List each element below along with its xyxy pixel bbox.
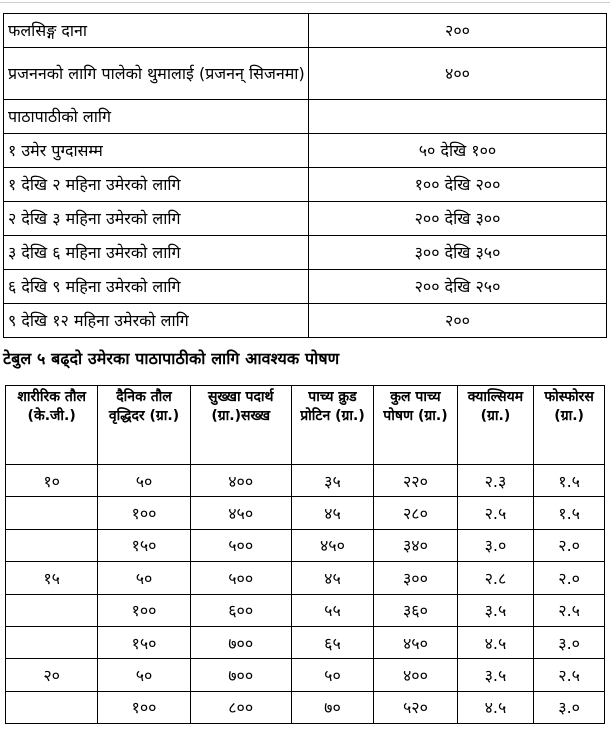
table-cell: ४५० [374, 626, 457, 658]
table-cell: ३.५ [457, 594, 534, 626]
row-label: ९ देखि १२ महिना उमेरको लागि [4, 304, 309, 338]
row-value: ४०० [309, 48, 607, 100]
column-header: क्याल्सियम (ग्रा.) [457, 386, 534, 465]
table-cell: ४०० [190, 465, 291, 497]
table-cell: ५०० [190, 562, 291, 594]
table-cell: २.५ [457, 497, 534, 529]
row-label: फलसिङ्ग दाना [4, 14, 309, 48]
table-cell: ६५ [291, 626, 374, 658]
table-row [6, 562, 605, 594]
table-cell: ४.५ [457, 691, 534, 723]
table-cell [6, 594, 98, 626]
table-row [6, 497, 605, 529]
table-cell: २.५ [534, 659, 605, 691]
row-label: ६ देखि ९ महिना उमेरको लागि [4, 270, 309, 304]
table-cell [6, 691, 98, 723]
row-label: पाठापाठीको लागि [4, 100, 309, 134]
column-header: पाच्य क्रुड प्रोटिन (ग्रा.) [291, 386, 374, 465]
table-cell: ४०० [374, 659, 457, 691]
table-cell: ७०० [190, 659, 291, 691]
table-row [4, 270, 607, 304]
table-row [6, 529, 605, 561]
row-value: १०० देखि २०० [309, 168, 607, 202]
table-cell: ५०० [190, 529, 291, 561]
table-cell: १०० [98, 497, 190, 529]
table-row [6, 691, 605, 723]
table-cell: ४५० [291, 529, 374, 561]
table-row [6, 626, 605, 658]
table-row [4, 14, 607, 48]
column-header: फोस्फोरस (ग्रा.) [534, 386, 605, 465]
table-cell: १.५ [534, 497, 605, 529]
row-value: २०० [309, 304, 607, 338]
table-row [4, 168, 607, 202]
column-header: दैनिक तौल वृद्धिदर (ग्रा.) [98, 386, 190, 465]
table-cell: ७० [291, 691, 374, 723]
row-label: प्रजननको लागि पालेको थुमालाई (प्रजनन् सिजनमा) [4, 48, 309, 100]
table-cell: १० [6, 465, 98, 497]
row-label: ३ देखि ६ महिना उमेरको लागि [4, 236, 309, 270]
table-cell [6, 529, 98, 561]
table-cell: १.५ [534, 465, 605, 497]
table-cell: २.५ [534, 594, 605, 626]
table-cell: २.८ [457, 562, 534, 594]
table-cell: ३५ [291, 465, 374, 497]
nutrition-header-row [6, 386, 605, 465]
row-label: २ देखि ३ महिना उमेरको लागि [4, 202, 309, 236]
table-cell: ५० [98, 465, 190, 497]
table-row [6, 594, 605, 626]
table-cell: १०० [98, 691, 190, 723]
table-cell: ५० [291, 659, 374, 691]
table-caption: टेबुल ५ बढ्दो उमेरका पाठापाठीको लागि आवश्यक पोषण [3, 349, 340, 368]
table-row [4, 304, 607, 338]
row-value: ३०० देखि ३५० [309, 236, 607, 270]
table-cell: २० [6, 659, 98, 691]
feed-requirement-table [3, 13, 607, 338]
column-header: सुख्खा पदार्थ (ग्रा.)सख्ख [190, 386, 291, 465]
table-cell: ५० [98, 659, 190, 691]
row-label: १ उमेर पुग्दासम्म [4, 134, 309, 168]
table-cell: ६०० [190, 594, 291, 626]
table-row [4, 236, 607, 270]
table-cell: ५० [98, 562, 190, 594]
table-cell: ३.५ [457, 659, 534, 691]
table-cell: १५० [98, 529, 190, 561]
table-cell: ३.० [457, 529, 534, 561]
table-cell: २८० [374, 497, 457, 529]
column-header: कुल पाच्य पोषण (ग्रा.) [374, 386, 457, 465]
table-row [6, 465, 605, 497]
table-cell: ४५ [291, 497, 374, 529]
row-label: १ देखि २ महिना उमेरको लागि [4, 168, 309, 202]
table-cell: ४५ [291, 562, 374, 594]
table-cell [6, 626, 98, 658]
table-cell: २.० [534, 529, 605, 561]
table-cell [6, 497, 98, 529]
table-row [4, 202, 607, 236]
table-cell: ३०० [374, 562, 457, 594]
table-cell: ५५ [291, 594, 374, 626]
row-value: २०० देखि २५० [309, 270, 607, 304]
row-value: २०० [309, 14, 607, 48]
table-cell: १५ [6, 562, 98, 594]
table-cell: ३६० [374, 594, 457, 626]
table-row [4, 100, 607, 134]
nutrition-table [5, 385, 605, 724]
table-cell: ३.० [534, 691, 605, 723]
row-value [309, 100, 607, 134]
table-cell: ३४० [374, 529, 457, 561]
row-value: ५० देखि १०० [309, 134, 607, 168]
table-cell: ७०० [190, 626, 291, 658]
table-cell: २.३ [457, 465, 534, 497]
table-cell: ४५० [190, 497, 291, 529]
table-row [6, 659, 605, 691]
table-cell: २२० [374, 465, 457, 497]
table-cell: ३.० [534, 626, 605, 658]
table-cell: ८०० [190, 691, 291, 723]
table-cell: २.० [534, 562, 605, 594]
table-cell: १०० [98, 594, 190, 626]
nutrition-body [6, 465, 605, 724]
table-cell: ४.५ [457, 626, 534, 658]
row-value: २०० देखि ३०० [309, 202, 607, 236]
table-row [4, 134, 607, 168]
table-row [4, 48, 607, 100]
feed-requirement-body [4, 14, 607, 338]
table-cell: १५० [98, 626, 190, 658]
table-cell: ५२० [374, 691, 457, 723]
top-rule [0, 2, 610, 3]
column-header: शारीरिक तौल (के.जी.) [6, 386, 98, 465]
